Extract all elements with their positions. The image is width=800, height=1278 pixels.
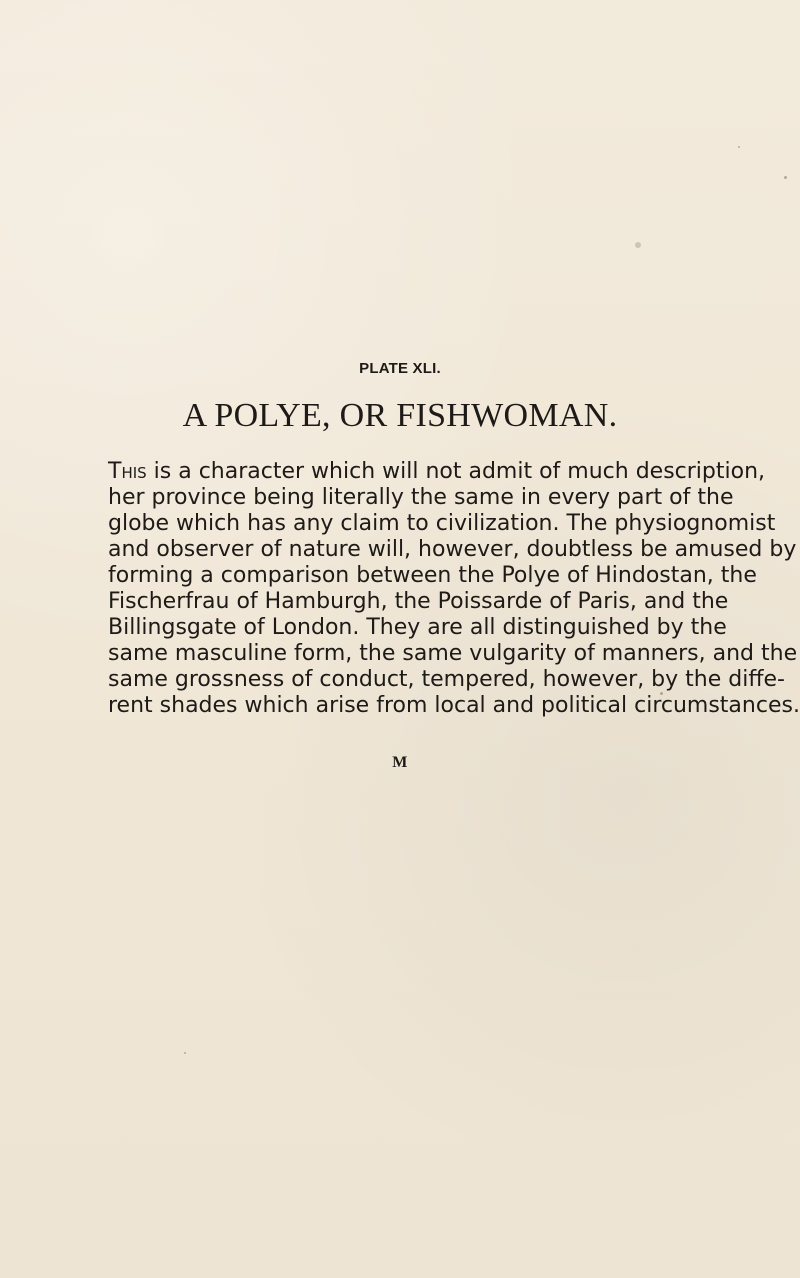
- paragraph-line-1-text: is a character which will not admit of much description,: [153, 459, 766, 484]
- paragraph-line-8: same masculine form, the same vulgarity of manners, and the: [108, 641, 798, 666]
- paper-speck: [738, 146, 740, 148]
- page-title: A POLYE, OR FISHWOMAN.: [182, 397, 618, 434]
- paragraph-line-1: [108, 459, 766, 485]
- paragraph-line-4: and observer of nature will, however, doubtless be amused by: [108, 537, 797, 562]
- paper-speck: [635, 242, 641, 248]
- body-paragraph: [108, 459, 800, 719]
- paragraph-line-5: forming a comparison between the Polye of Hindostan, the: [108, 563, 757, 588]
- paragraph-line-10: rent shades which arise from local and political circumstances.: [108, 693, 800, 718]
- paragraph-line-2: her province being literally the same in every part of the: [108, 485, 734, 510]
- paragraph-line-7: Billingsgate of London. They are all distinguished by the: [108, 615, 727, 640]
- paper-speck: [184, 1052, 186, 1054]
- signature-mark: M: [392, 754, 408, 771]
- paragraph-line-9: same grossness of conduct, tempered, however, by the diffe-: [108, 667, 785, 692]
- paragraph-line-3: globe which has any claim to civilization. The physiognomist: [108, 511, 776, 536]
- plate-heading: PLATE XLI.: [359, 360, 441, 377]
- paper-speck: [784, 176, 787, 179]
- paragraph-line-6: Fischerfrau of Hamburgh, the Poissarde of Paris, and the: [108, 589, 729, 614]
- opening-word: This: [108, 459, 147, 484]
